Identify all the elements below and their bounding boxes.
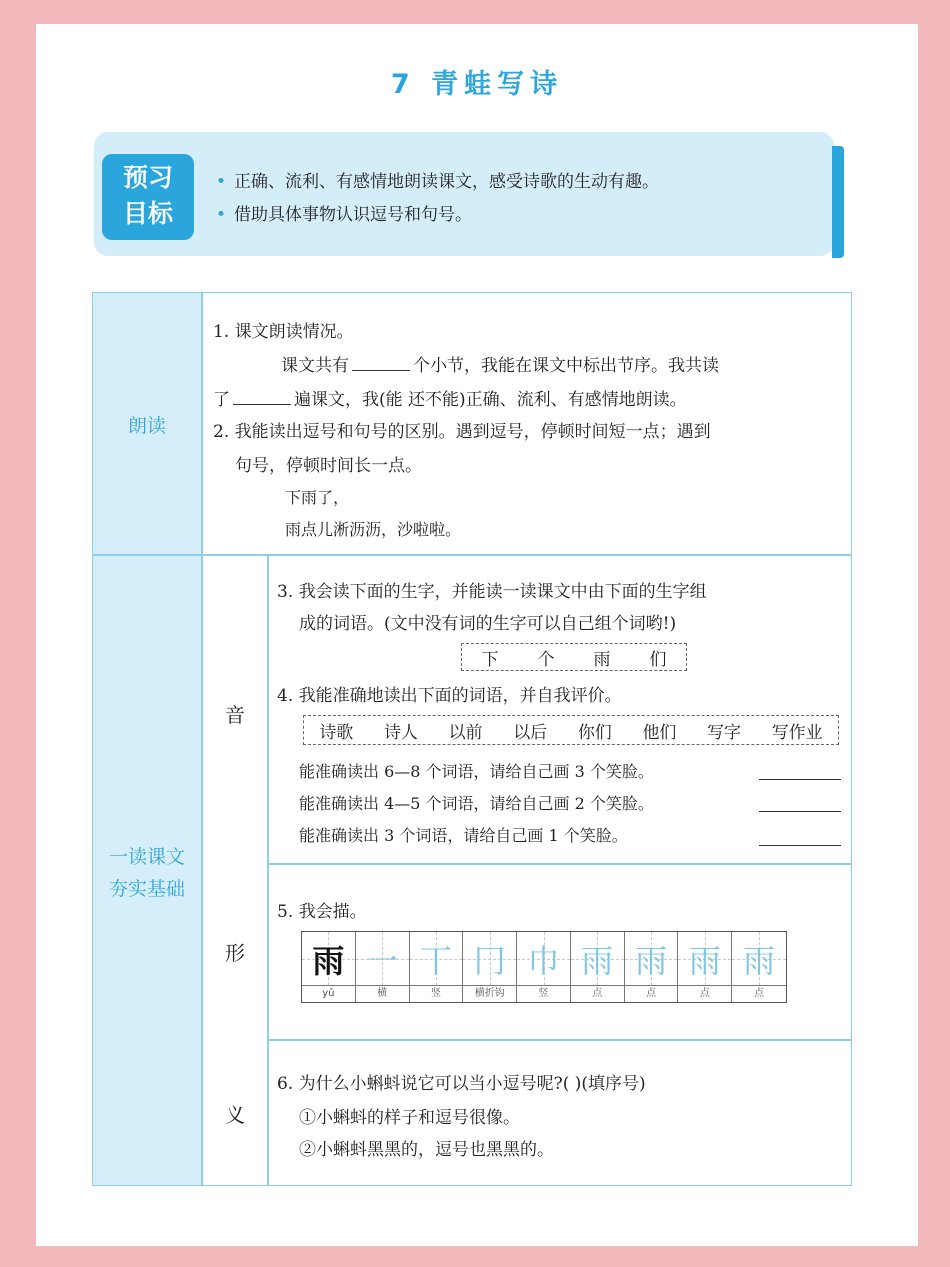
- char-item: 们: [649, 649, 667, 670]
- section-foundation-line2: 夯实基础: [108, 878, 185, 900]
- q6-title: 6. 为什么小蝌蚪说它可以当小逗号呢?( )(填序号): [277, 1074, 646, 1094]
- sub-label-yin: 音: [225, 703, 245, 727]
- char-box: [461, 643, 687, 671]
- q6-option2: ②小蝌蚪黑黑的，逗号也黑黑的。: [299, 1140, 554, 1160]
- stroke-cell[interactable]: 冂 横折钩: [463, 932, 517, 1002]
- preview-goals-box: [94, 132, 834, 256]
- goal-badge: [102, 154, 194, 240]
- goal-side-stripe: [832, 146, 844, 258]
- q2-line2: 句号，停顿时间长一点。: [235, 456, 422, 476]
- sub-label-xing: 形: [225, 941, 245, 965]
- smiley-answer-line[interactable]: [759, 845, 841, 846]
- sub-label-yi: 义: [225, 1103, 245, 1127]
- stroke-cell[interactable]: 巾 竖: [517, 932, 571, 1002]
- q6-option1: ①小蝌蚪的样子和逗号很像。: [299, 1108, 520, 1128]
- q3-line1: 3. 我会读下面的生字，并能读一读课文中由下面的生字组: [277, 582, 707, 602]
- word-item: 他们: [642, 722, 677, 743]
- stroke-cell[interactable]: 雨 点: [732, 932, 786, 1002]
- q1-line-a: 课文共有 个小节，我能在课文中标出节序。我共读: [281, 356, 719, 376]
- goal-badge-line1: 预习: [122, 163, 173, 192]
- bullet-icon: •: [216, 205, 227, 225]
- stroke-cell[interactable]: 雨 点: [678, 932, 732, 1002]
- goal-badge-line2: 目标: [122, 199, 173, 228]
- eval-line2: 能准确读出 4—5 个词语，请给自己画 2 个笑脸。: [299, 794, 654, 813]
- q4-title: 4. 我能准确地读出下面的词语，并自我评价。: [277, 686, 622, 706]
- word-item: 诗歌: [319, 722, 354, 743]
- section-foundation-label: [93, 841, 201, 905]
- smiley-answer-line[interactable]: [759, 779, 841, 780]
- word-item: 以前: [448, 722, 483, 743]
- section-foundation-line1: 一读课文: [108, 846, 185, 868]
- q1-line-b: 了 遍课文，我(能 还不能)正确、流利、有感情地朗读。: [213, 390, 687, 410]
- eval-line3: 能准确读出 3 个词语，请给自己画 1 个笑脸。: [299, 826, 628, 845]
- section-reading-label: 朗读: [127, 415, 166, 437]
- exercise-table: [92, 292, 852, 1186]
- word-item: 写字: [707, 722, 742, 743]
- char-item: 下: [481, 649, 499, 670]
- poem-line2: 雨点儿淅沥沥，沙啦啦。: [285, 520, 462, 539]
- poem-line1: 下雨了，: [285, 488, 350, 507]
- char-item: 雨: [593, 649, 611, 670]
- stroke-grid: [301, 931, 787, 1003]
- word-item: 诗人: [383, 722, 418, 743]
- char-item: 个: [537, 649, 555, 670]
- bullet-icon: •: [216, 172, 227, 192]
- q1-title: 1. 课文朗读情况。: [213, 322, 354, 342]
- goal-item: • 正确、流利、有感情地朗读课文，感受诗歌的生动有趣。: [216, 172, 660, 192]
- goal-list: [216, 166, 659, 232]
- stroke-cell[interactable]: 一 横: [356, 932, 410, 1002]
- lesson-title: 7 青蛙写诗: [390, 69, 564, 100]
- worksheet-page: [36, 24, 918, 1246]
- stroke-cell[interactable]: 丅 竖: [410, 932, 464, 1002]
- stroke-cell[interactable]: 雨 点: [625, 932, 679, 1002]
- stroke-cell[interactable]: 雨 yǔ: [302, 932, 356, 1002]
- word-item: 写作业: [771, 722, 823, 743]
- word-box: [303, 715, 839, 745]
- word-item: 以后: [513, 722, 548, 743]
- word-item: 你们: [577, 722, 612, 743]
- blank-line[interactable]: [233, 389, 291, 405]
- smiley-answer-line[interactable]: [759, 811, 841, 812]
- q2-line1: 2. 我能读出逗号和句号的区别。遇到逗号，停顿时间短一点；遇到: [213, 422, 711, 442]
- q5-title: 5. 我会描。: [277, 902, 367, 922]
- goal-item: • 借助具体事物认识逗号和句号。: [216, 205, 473, 225]
- stroke-cell[interactable]: 雨 点: [571, 932, 625, 1002]
- q3-line2: 成的词语。(文中没有词的生字可以自己组个词哟!): [299, 614, 677, 634]
- eval-line1: 能准确读出 6—8 个词语，请给自己画 3 个笑脸。: [299, 762, 654, 781]
- blank-line[interactable]: [352, 355, 410, 371]
